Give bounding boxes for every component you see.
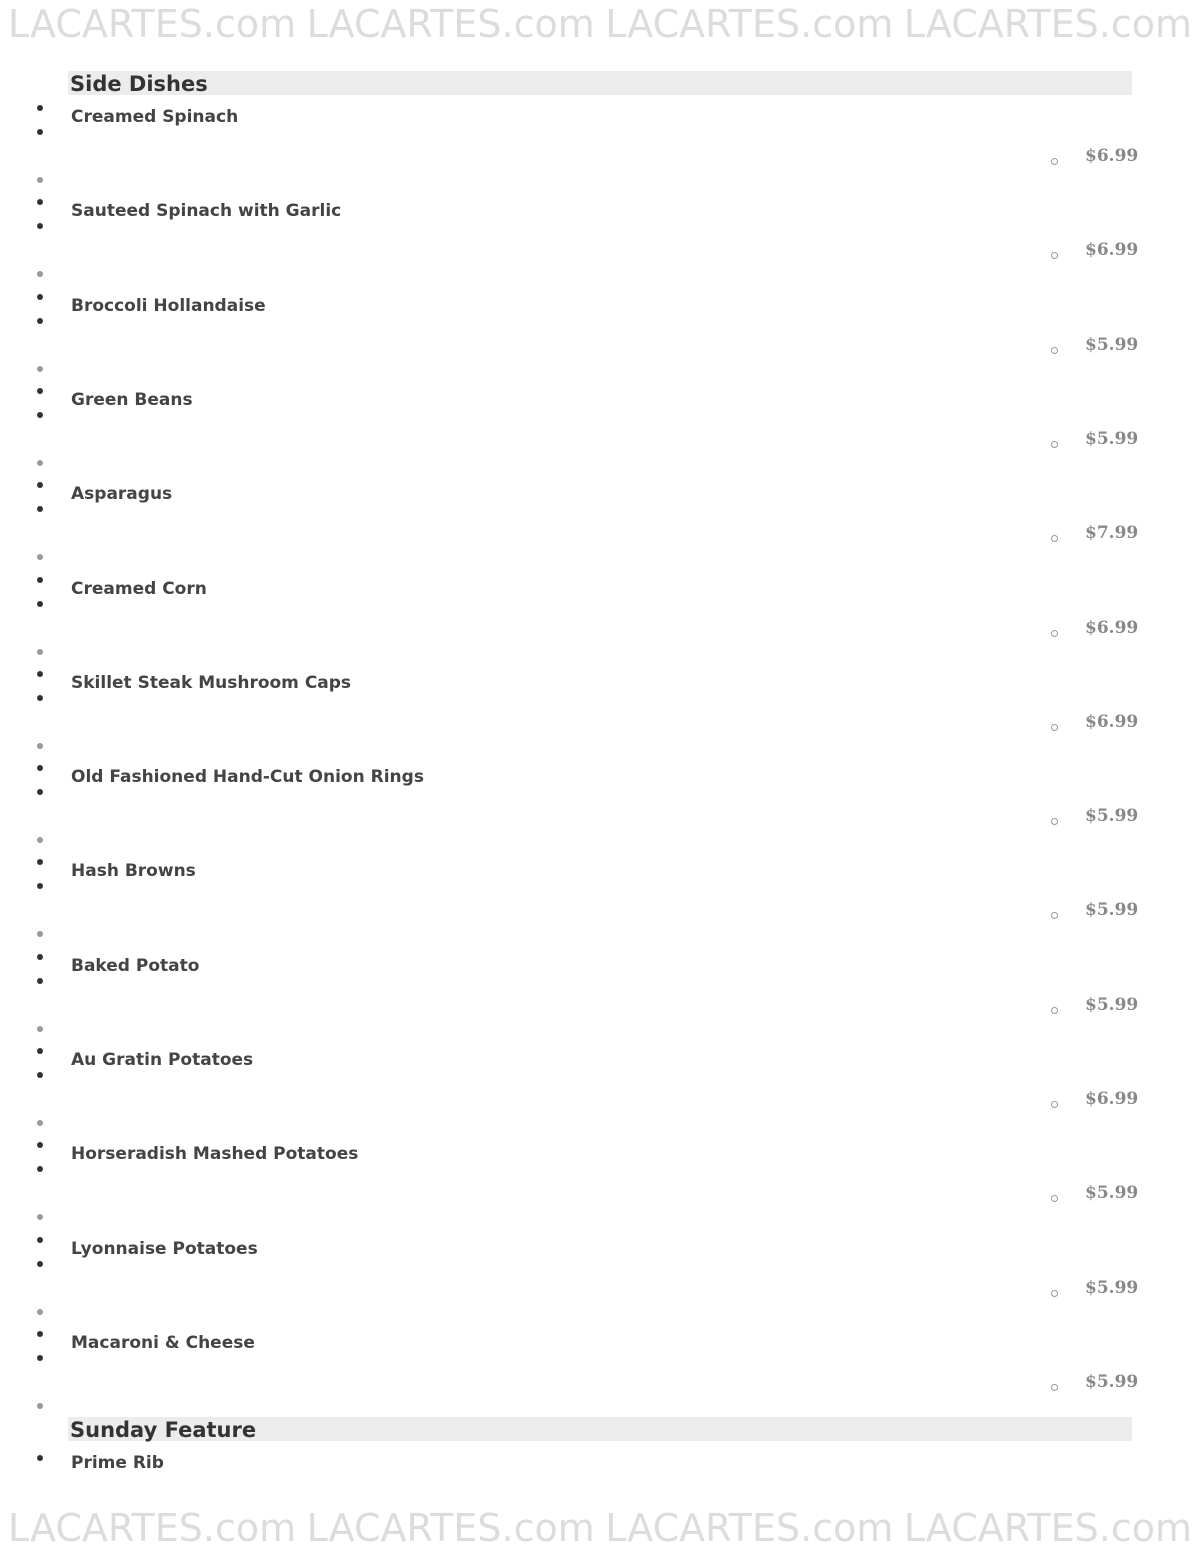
bullet-icon xyxy=(37,366,43,372)
circle-bullet-icon xyxy=(1051,1384,1058,1391)
menu-item-price: $7.99 xyxy=(1085,523,1139,544)
menu-item-name: Green Beans xyxy=(71,389,193,410)
bullet-icon xyxy=(37,1261,43,1267)
bullet-icon xyxy=(37,199,43,205)
menu-item-name: Prime Rib xyxy=(71,1453,164,1473)
menu-item xyxy=(0,203,1200,297)
bullet-icon xyxy=(37,1214,43,1220)
menu-item xyxy=(0,955,1200,1052)
circle-bullet-icon xyxy=(1051,630,1058,637)
bullet-icon xyxy=(37,954,43,960)
circle-bullet-icon xyxy=(1051,1195,1058,1202)
bullet-icon xyxy=(37,601,43,607)
menu-item-price: $6.99 xyxy=(1085,146,1139,166)
menu-item-price: $5.99 xyxy=(1085,900,1139,921)
bullet-icon xyxy=(37,859,43,865)
menu-item xyxy=(0,295,1200,392)
bullet-icon xyxy=(37,1048,43,1054)
menu-item xyxy=(0,389,1200,486)
circle-bullet-icon xyxy=(1051,912,1058,919)
bullet-icon xyxy=(37,789,43,795)
bullet-icon xyxy=(37,1166,43,1172)
bullet-icon xyxy=(37,554,43,560)
bullet-icon xyxy=(37,482,43,488)
circle-bullet-icon xyxy=(1051,158,1058,165)
menu-item-name: Old Fashioned Hand-Cut Onion Rings xyxy=(71,767,424,788)
bullet-icon xyxy=(37,883,43,889)
watermark-text: LACARTES.com xyxy=(605,2,894,46)
bullet-icon xyxy=(37,1309,43,1315)
menu-item-name: Skillet Steak Mushroom Caps xyxy=(71,672,352,693)
menu-item-name: Baked Potato xyxy=(71,955,200,976)
bullet-icon xyxy=(37,1237,43,1243)
menu-item-price: $6.99 xyxy=(1085,617,1139,638)
bullet-icon xyxy=(37,978,43,984)
section-header-side-dishes: Side Dishes xyxy=(68,71,1132,95)
bullet-icon xyxy=(37,460,43,466)
bullet-icon xyxy=(37,837,43,843)
menu-item-price: $5.99 xyxy=(1085,1183,1139,1204)
bullet-icon xyxy=(37,506,43,512)
bullet-icon xyxy=(37,105,43,111)
bullet-icon xyxy=(37,1455,43,1461)
circle-bullet-icon xyxy=(1051,1007,1058,1014)
bullet-icon xyxy=(37,271,43,277)
circle-bullet-icon xyxy=(1051,347,1058,354)
watermark-text: LACARTES.com xyxy=(903,2,1192,46)
menu-item-price: $6.99 xyxy=(1085,711,1139,732)
bullet-icon xyxy=(37,318,43,324)
bullet-icon xyxy=(37,695,43,701)
menu-item xyxy=(0,1332,1200,1429)
circle-bullet-icon xyxy=(1051,724,1058,731)
bullet-icon xyxy=(37,649,43,655)
menu-item-price: $5.99 xyxy=(1085,428,1139,449)
watermark-text: LACARTES.com xyxy=(8,1506,297,1550)
menu-item xyxy=(0,1052,1200,1146)
bullet-icon xyxy=(37,1026,43,1032)
bullet-icon xyxy=(37,671,43,677)
menu-item xyxy=(0,486,1200,580)
menu-item-name: Creamed Corn xyxy=(71,578,207,599)
circle-bullet-icon xyxy=(1051,252,1058,259)
bullet-icon xyxy=(37,129,43,135)
menu-item-name: Sauteed Spinach with Garlic xyxy=(71,201,342,222)
menu-item-price: $5.99 xyxy=(1085,806,1139,827)
menu-item xyxy=(0,109,1200,203)
menu-item-name: Broccoli Hollandaise xyxy=(71,295,266,316)
menu-item xyxy=(0,578,1200,675)
watermark-text: LACARTES.com xyxy=(8,2,297,46)
bullet-icon xyxy=(37,1355,43,1361)
menu-item-name: Au Gratin Potatoes xyxy=(71,1050,254,1070)
circle-bullet-icon xyxy=(1051,535,1058,542)
bullet-icon xyxy=(37,743,43,749)
bullet-icon xyxy=(37,577,43,583)
bullet-icon xyxy=(37,931,43,937)
bullet-icon xyxy=(37,1072,43,1078)
menu-item xyxy=(0,863,1200,957)
watermark-text: LACARTES.com xyxy=(903,1506,1192,1550)
bullet-icon xyxy=(37,1403,43,1409)
menu-item-name: Hash Browns xyxy=(71,861,196,882)
watermark-bottom xyxy=(0,1506,1200,1556)
watermark-text: LACARTES.com xyxy=(306,2,595,46)
menu-item xyxy=(0,1238,1200,1335)
menu-item-price: $6.99 xyxy=(1085,1089,1139,1109)
menu-item-name: Asparagus xyxy=(71,484,173,505)
circle-bullet-icon xyxy=(1051,1290,1058,1297)
watermark-top xyxy=(0,2,1200,52)
menu-item-name: Lyonnaise Potatoes xyxy=(71,1238,258,1259)
bullet-icon xyxy=(37,765,43,771)
menu-item-name: Horseradish Mashed Potatoes xyxy=(71,1144,359,1165)
watermark-text: LACARTES.com xyxy=(306,1506,595,1550)
bullet-icon xyxy=(37,1142,43,1148)
menu-item xyxy=(0,769,1200,863)
circle-bullet-icon xyxy=(1051,818,1058,825)
menu-item xyxy=(0,672,1200,769)
menu-item-price: $5.99 xyxy=(1085,994,1139,1015)
bullet-icon xyxy=(37,412,43,418)
section-header-sunday-feature: Sunday Feature xyxy=(68,1417,1132,1441)
circle-bullet-icon xyxy=(1051,441,1058,448)
bullet-icon xyxy=(37,1120,43,1126)
menu-item-price: $6.99 xyxy=(1085,240,1139,261)
bullet-icon xyxy=(37,1331,43,1337)
bullet-icon xyxy=(37,388,43,394)
menu-item-name: Macaroni & Cheese xyxy=(71,1332,255,1353)
bullet-icon xyxy=(37,177,43,183)
menu-item-price: $5.99 xyxy=(1085,1277,1139,1298)
menu-item-name: Creamed Spinach xyxy=(71,107,239,127)
bullet-icon xyxy=(37,294,43,300)
menu-item-price: $5.99 xyxy=(1085,1371,1139,1392)
menu-item xyxy=(0,1146,1200,1240)
menu-item-price: $5.99 xyxy=(1085,334,1139,355)
bullet-icon xyxy=(37,223,43,229)
watermark-text: LACARTES.com xyxy=(605,1506,894,1550)
circle-bullet-icon xyxy=(1051,1101,1058,1108)
